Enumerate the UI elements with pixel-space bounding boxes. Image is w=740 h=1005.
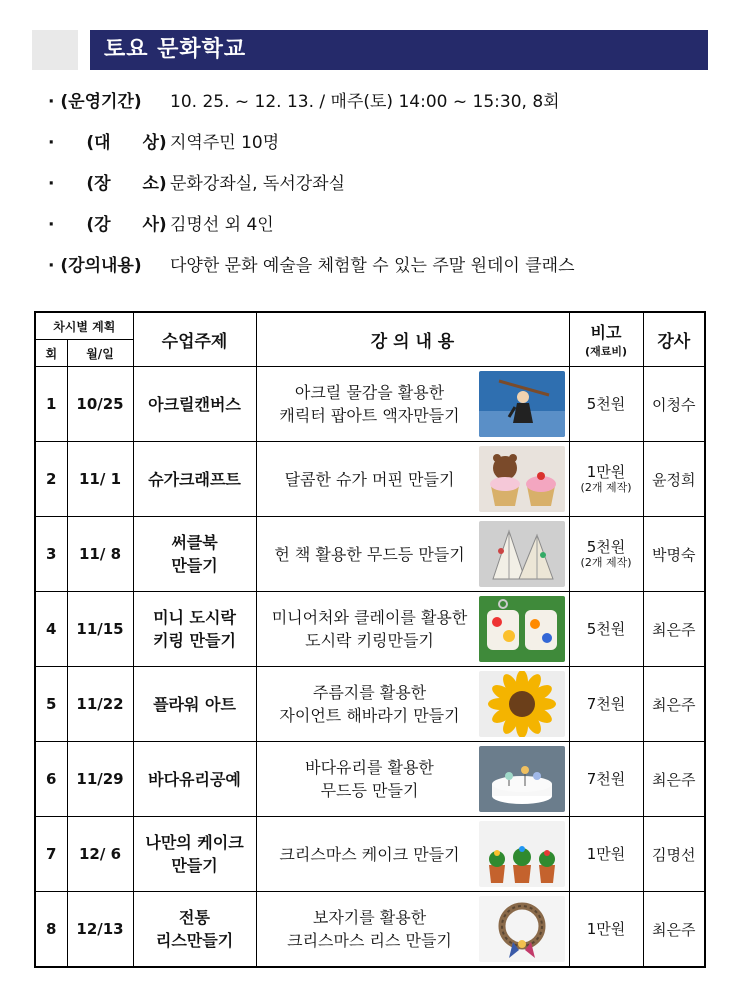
session-teacher: 최은주 bbox=[643, 892, 705, 968]
title-accent-block bbox=[32, 30, 78, 70]
wreath-photo bbox=[479, 896, 565, 962]
fee-amount: 5천원 bbox=[586, 620, 626, 638]
session-number: 6 bbox=[35, 742, 67, 817]
session-date: 11/ 1 bbox=[67, 442, 133, 517]
session-date: 11/15 bbox=[67, 592, 133, 667]
content-text: 아크릴 물감을 활용한 캐릭터 팝아트 액자만들기 bbox=[279, 383, 460, 425]
session-content bbox=[256, 817, 569, 892]
info-place bbox=[48, 170, 708, 211]
info-target bbox=[48, 129, 708, 170]
fee-amount: 1만원 bbox=[586, 920, 626, 938]
info-value: 문화강좌실, 독서강좌실 bbox=[170, 174, 346, 194]
session-number: 1 bbox=[35, 367, 67, 442]
content-text: 바다유리를 활용한 무드등 만들기 bbox=[305, 758, 434, 800]
session-number: 8 bbox=[35, 892, 67, 968]
session-topic: 아크릴캔버스 bbox=[133, 367, 256, 442]
schedule-table bbox=[34, 311, 706, 968]
session-fee bbox=[569, 667, 643, 742]
title-bar bbox=[32, 30, 708, 70]
session-fee bbox=[569, 892, 643, 968]
content-wrap bbox=[257, 521, 569, 587]
content-text: 헌 책 활용한 무드등 만들기 bbox=[274, 544, 465, 564]
content-wrap bbox=[257, 896, 569, 962]
table-row bbox=[35, 817, 705, 892]
session-number: 5 bbox=[35, 667, 67, 742]
session-topic: 슈가크래프트 bbox=[133, 442, 256, 517]
program-info bbox=[48, 88, 708, 293]
session-content bbox=[256, 592, 569, 667]
session-fee bbox=[569, 367, 643, 442]
session-teacher: 최은주 bbox=[643, 667, 705, 742]
content-wrap bbox=[257, 821, 569, 887]
content-text: 미니어처와 클레이를 활용한 도시락 키링만들기 bbox=[271, 608, 468, 650]
session-date: 10/25 bbox=[67, 367, 133, 442]
info-instructor bbox=[48, 211, 708, 252]
content-wrap bbox=[257, 671, 569, 737]
info-content bbox=[48, 252, 708, 293]
session-topic: 플라워 아트 bbox=[133, 667, 256, 742]
session-date: 11/29 bbox=[67, 742, 133, 817]
info-period bbox=[48, 88, 708, 129]
header-content: 강 의 내 용 bbox=[256, 312, 569, 367]
sea-glass-lamp-photo bbox=[479, 746, 565, 812]
session-topic: 나만의 케이크 만들기 bbox=[133, 817, 256, 892]
session-topic: 써클북 만들기 bbox=[133, 517, 256, 592]
session-date: 12/13 bbox=[67, 892, 133, 968]
session-content bbox=[256, 742, 569, 817]
session-date: 11/ 8 bbox=[67, 517, 133, 592]
session-content bbox=[256, 442, 569, 517]
fee-amount: 5천원 bbox=[586, 538, 626, 556]
session-number: 2 bbox=[35, 442, 67, 517]
info-label: · (대 상) bbox=[48, 133, 167, 153]
session-fee bbox=[569, 517, 643, 592]
content-wrap bbox=[257, 446, 569, 512]
session-number: 4 bbox=[35, 592, 67, 667]
info-value: 다양한 문화 예술을 체험할 수 있는 주말 원데이 클래스 bbox=[170, 256, 575, 276]
fee-note: (2개 제작) bbox=[580, 481, 632, 494]
info-label: · (강 사) bbox=[48, 215, 167, 235]
fee-amount: 5천원 bbox=[586, 395, 626, 413]
table-row bbox=[35, 367, 705, 442]
header-topic: 수업주제 bbox=[133, 312, 256, 367]
session-number: 7 bbox=[35, 817, 67, 892]
table-row bbox=[35, 592, 705, 667]
fee-amount: 1만원 bbox=[586, 463, 626, 481]
header-date: 월/일 bbox=[67, 340, 133, 367]
content-wrap bbox=[257, 371, 569, 437]
session-content bbox=[256, 667, 569, 742]
fee-amount: 1만원 bbox=[586, 845, 626, 863]
header-plan: 차시별 계획 bbox=[35, 312, 133, 340]
fee-note: (2개 제작) bbox=[580, 556, 632, 569]
session-content bbox=[256, 892, 569, 968]
info-value: 10. 25. ~ 12. 13. / 매주(토) 14:00 ~ 15:30, 8회 bbox=[170, 92, 560, 112]
fee-amount: 7천원 bbox=[586, 770, 626, 788]
lunchbox-keyring-photo bbox=[479, 596, 565, 662]
info-label: · (장 소) bbox=[48, 174, 167, 194]
session-fee bbox=[569, 592, 643, 667]
header-fee-sub: (재료비) bbox=[585, 345, 627, 358]
session-fee bbox=[569, 442, 643, 517]
session-teacher: 김명선 bbox=[643, 817, 705, 892]
session-topic: 미니 도시락 키링 만들기 bbox=[133, 592, 256, 667]
content-wrap bbox=[257, 746, 569, 812]
session-fee bbox=[569, 817, 643, 892]
table-row bbox=[35, 892, 705, 968]
table-row bbox=[35, 667, 705, 742]
content-text: 달콤한 슈가 머핀 만들기 bbox=[284, 469, 455, 489]
content-wrap bbox=[257, 596, 569, 662]
christmas-cake-photo bbox=[479, 821, 565, 887]
session-teacher: 윤정희 bbox=[643, 442, 705, 517]
header-teacher: 강사 bbox=[643, 312, 705, 367]
page-title: 토요 문화학교 bbox=[90, 30, 708, 70]
session-teacher: 최은주 bbox=[643, 592, 705, 667]
sunflower-photo bbox=[479, 671, 565, 737]
table-row bbox=[35, 442, 705, 517]
sugar-muffin-photo bbox=[479, 446, 565, 512]
session-teacher: 박명숙 bbox=[643, 517, 705, 592]
session-topic: 전통 리스만들기 bbox=[133, 892, 256, 968]
book-lamp-photo bbox=[479, 521, 565, 587]
session-topic: 바다유리공예 bbox=[133, 742, 256, 817]
header-fee bbox=[569, 312, 643, 367]
header-session: 회 bbox=[35, 340, 67, 367]
session-content bbox=[256, 517, 569, 592]
session-fee bbox=[569, 742, 643, 817]
header-fee-label: 비고 bbox=[590, 323, 622, 342]
session-teacher: 이청수 bbox=[643, 367, 705, 442]
session-teacher: 최은주 bbox=[643, 742, 705, 817]
fee-amount: 7천원 bbox=[586, 695, 626, 713]
session-content bbox=[256, 367, 569, 442]
info-value: 김명선 외 4인 bbox=[170, 215, 274, 235]
info-label: · (운영기간) bbox=[48, 92, 142, 112]
info-value: 지역주민 10명 bbox=[170, 133, 280, 153]
session-number: 3 bbox=[35, 517, 67, 592]
session-date: 12/ 6 bbox=[67, 817, 133, 892]
acrylic-painting-photo bbox=[479, 371, 565, 437]
content-text: 크리스마스 케이크 만들기 bbox=[279, 844, 460, 864]
info-label: · (강의내용) bbox=[48, 256, 142, 276]
content-text: 보자기를 활용한 크리스마스 리스 만들기 bbox=[287, 908, 452, 950]
table-row bbox=[35, 517, 705, 592]
session-date: 11/22 bbox=[67, 667, 133, 742]
content-text: 주름지를 활용한 자이언트 해바라기 만들기 bbox=[279, 683, 460, 725]
table-row bbox=[35, 742, 705, 817]
